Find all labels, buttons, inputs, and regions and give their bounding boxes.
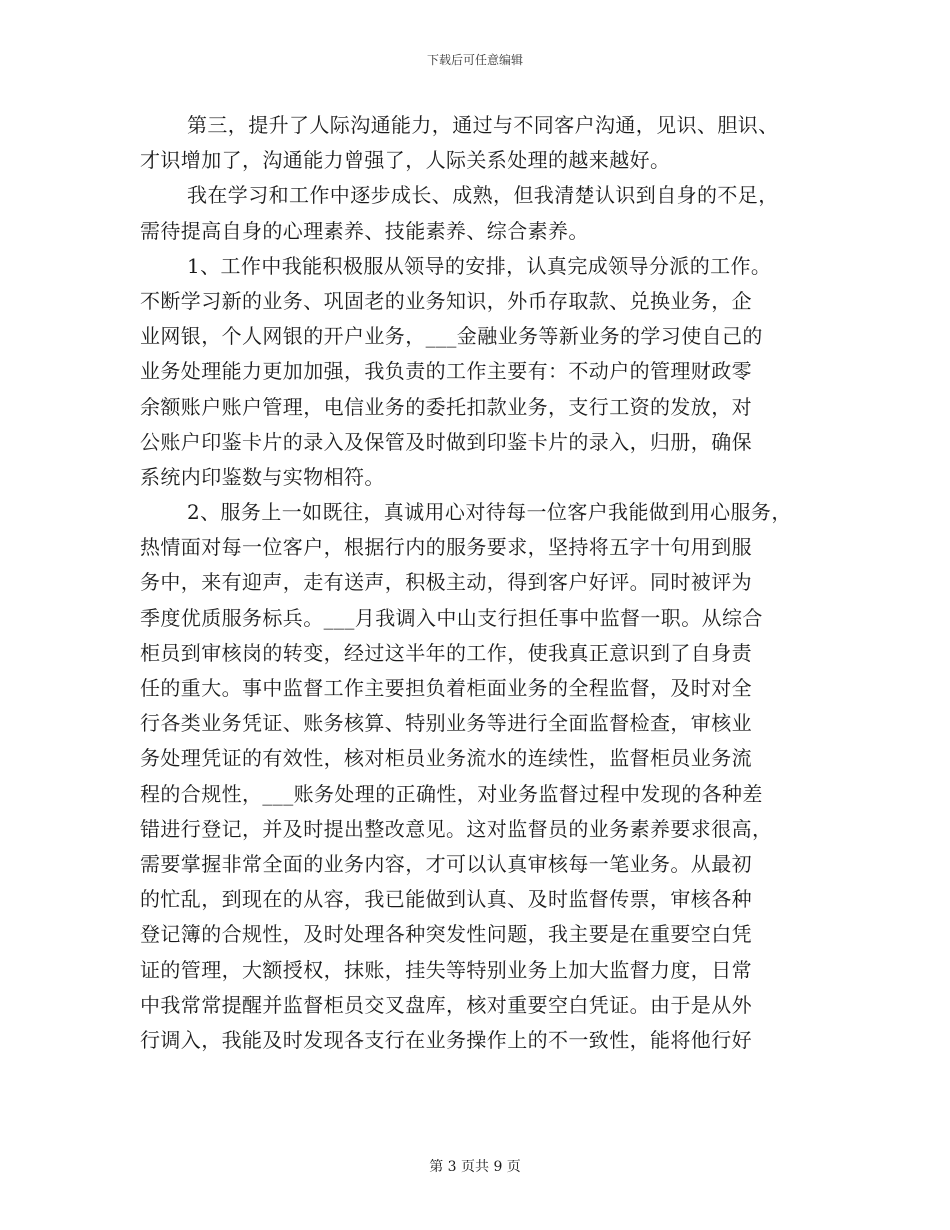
text-line: 证的管理，大额授权，抹账，挂失等特别业务上加大监督力度，日常: [140, 957, 752, 982]
text-line: 公账户印鉴卡片的录入及保管及时做到印鉴卡片的录入，归册，确保: [140, 429, 752, 454]
text-line: 才识增加了，沟通能力曾强了，人际关系处理的越来越好。: [140, 148, 671, 173]
text-line: 2、服务上一如既往，真诚用心对待每一位客户我能做到用心服务，: [187, 500, 792, 525]
text-line: 我在学习和工作中逐步成长、成熟，但我清楚认识到自身的不足，: [187, 183, 779, 208]
text-line: 业务处理能力更加加强，我负责的工作主要有：不动户的管理财政零: [140, 359, 752, 384]
text-line: 需要掌握非常全面的业务内容，才可以认真审核每一笔业务。从最初: [140, 851, 752, 876]
text-line: 程的合规性，___账务处理的正确性，对业务监督过程中发现的各种差: [140, 781, 763, 806]
text-line: 第三，提升了人际沟通能力，通过与不同客户沟通，见识、胆识、: [187, 113, 779, 137]
text-line: 热情面对每一位客户，根据行内的服务要求，坚持将五字十句用到服: [140, 535, 752, 560]
text-line: 的忙乱，到现在的从容，我已能做到认真、及时监督传票，审核各种: [140, 887, 752, 912]
page-footer: 第 3 页共 9 页: [429, 1159, 521, 1175]
text-line: 登记簿的合规性，及时处理各种突发性问题，我主要是在重要空白凭: [140, 922, 752, 947]
text-line: 1、工作中我能积极服从领导的安排，认真完成领导分派的工作。: [187, 253, 772, 278]
text-line: 季度优质服务标兵。___月我调入中山支行担任事中监督一职。从综合: [140, 605, 763, 630]
page-header: 下载后可任意编辑: [426, 53, 523, 67]
text-line: 务中，来有迎声，走有送声，积极主动，得到客户好评。同时被评为: [140, 570, 752, 595]
text-line: 行各类业务凭证、账务核算、特别业务等进行全面监督检查，审核业: [140, 711, 752, 736]
text-line: 行调入，我能及时发现各支行在业务操作上的不一致性，能将他行好: [140, 1027, 752, 1052]
text-line: 错进行登记，并及时提出整改意见。这对监督员的业务素养要求很高，: [140, 816, 773, 841]
text-line: 业网银，个人网银的开户业务，___金融业务等新业务的学习使自己的: [140, 324, 763, 349]
text-line: 任的重大。事中监督工作主要担负着柜面业务的全程监督，及时对全: [140, 676, 752, 700]
text-line: 需待提高自身的心理素养、技能素养、综合素养。: [140, 218, 589, 243]
document-body: [140, 108, 820, 1058]
text-line: 系统内印鉴数与实物相符。: [140, 464, 385, 489]
text-line: 不断学习新的业务、巩固老的业务知识，外币存取款、兑换业务，企: [140, 288, 752, 313]
text-line: 柜员到审核岗的转变，经过这半年的工作，使我真正意识到了自身责: [140, 640, 752, 665]
text-line: 务处理凭证的有效性，核对柜员业务流水的连续性，监督柜员业务流: [140, 746, 752, 771]
text-line: 余额账户账户管理，电信业务的委托扣款业务，支行工资的发放，对: [140, 394, 752, 419]
text-line: 中我常常提醒并监督柜员交叉盘库，核对重要空白凭证。由于是从外: [140, 992, 752, 1017]
